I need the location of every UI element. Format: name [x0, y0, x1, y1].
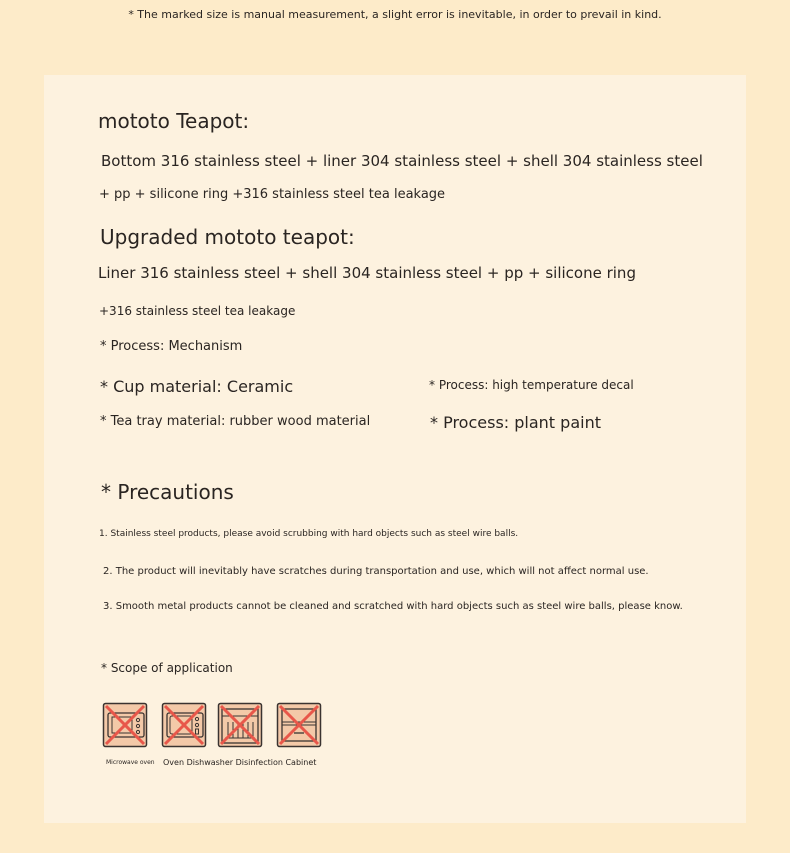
- oven-icon: [161, 702, 207, 748]
- tray-material: * Tea tray material: rubber wood material: [100, 414, 371, 429]
- teapot-title: mototo Teapot:: [98, 109, 250, 133]
- upgraded-title: Upgraded mototo teapot:: [100, 225, 355, 249]
- upgraded-materials-line1: Liner 316 stainless steel + shell 304 stainless steel + pp + silicone ring: [98, 264, 636, 282]
- precautions-title: * Precautions: [101, 480, 234, 504]
- precaution-item: 3. Smooth metal products cannot be cleaned and scratched with hard objects such as steel wire balls, please know.: [103, 601, 683, 612]
- caption-others: Oven Dishwasher Disinfection Cabinet: [163, 758, 317, 767]
- precaution-item: 2. The product will inevitably have scratches during transportation and use, which will not affect normal use.: [103, 566, 649, 577]
- microwave-icon: [102, 702, 148, 748]
- caption-microwave: Microwave oven: [106, 759, 155, 766]
- precaution-item: 1. Stainless steel products, please avoid scrubbing with hard objects such as steel wire balls.: [99, 529, 519, 539]
- teapot-materials-line2: + pp + silicone ring +316 stainless steel tea leakage: [99, 187, 446, 202]
- scope-title: * Scope of application: [101, 661, 233, 675]
- dishwasher-icon: [217, 702, 263, 748]
- teapot-materials-line1: Bottom 316 stainless steel + liner 304 stainless steel + shell 304 stainless steel: [101, 152, 703, 170]
- process-decal: * Process: high temperature decal: [429, 378, 634, 392]
- measurement-note: * The marked size is manual measurement, a slight error is inevitable, in order to prevail in kind.: [128, 8, 662, 21]
- disinfection-cabinet-icon: [276, 702, 322, 748]
- process-paint: * Process: plant paint: [430, 413, 601, 432]
- upgraded-materials-line2: +316 stainless steel tea leakage: [99, 304, 296, 318]
- cup-material: * Cup material: Ceramic: [100, 377, 294, 396]
- process-mechanism: * Process: Mechanism: [100, 339, 243, 354]
